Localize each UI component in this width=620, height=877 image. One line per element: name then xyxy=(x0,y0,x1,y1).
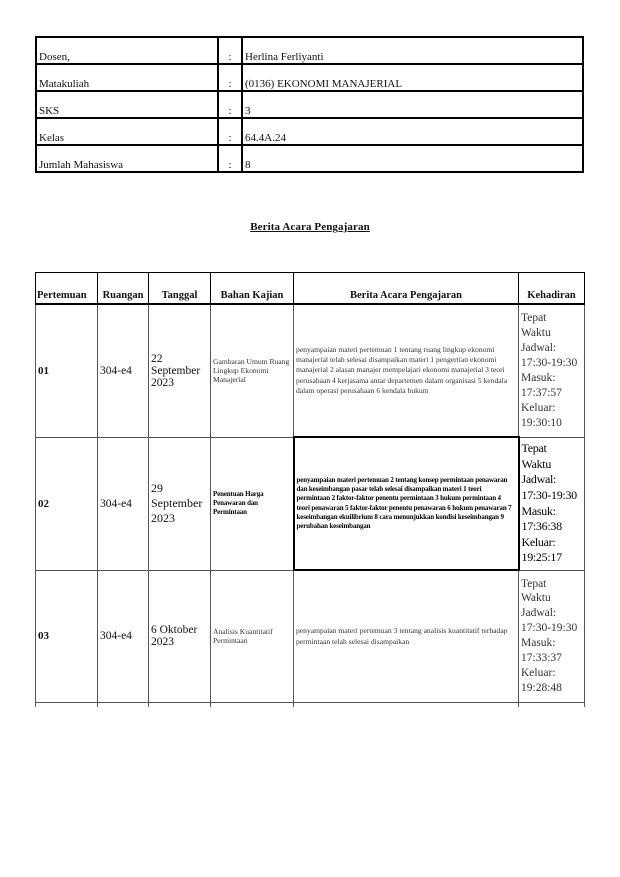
header-pertemuan: Pertemuan xyxy=(36,273,98,305)
continuation-cell xyxy=(294,703,519,708)
attendance-schedule: 17:30-19:30 xyxy=(521,487,577,502)
cell-ruangan: 304-e4 xyxy=(98,304,149,437)
info-label: Kelas xyxy=(36,118,218,145)
attendance-out-label: Keluar: xyxy=(521,667,556,680)
cell-pertemuan: 02 xyxy=(36,437,98,570)
attendance-in-label: Masuk: xyxy=(521,503,556,518)
header-berita-acara: Berita Acara Pengajaran xyxy=(294,273,519,305)
attendance-out-time: 19:28:48 xyxy=(521,682,562,695)
cell-bahan-kajian: Analisis Kuantitatif Permintaan xyxy=(211,570,294,703)
cell-pertemuan: 01 xyxy=(36,304,98,437)
info-row-jumlah-mahasiswa xyxy=(36,145,583,172)
info-row-kelas xyxy=(36,118,583,145)
info-row-sks xyxy=(36,91,583,118)
table-header-row xyxy=(36,273,585,305)
attendance-in-time: 17:37:57 xyxy=(521,386,562,399)
teaching-log-table xyxy=(35,272,585,707)
continuation-cell xyxy=(211,703,294,708)
section-title: Berita Acara Pengajaran xyxy=(250,221,370,233)
continuation-cell xyxy=(36,703,98,708)
info-label: SKS xyxy=(36,91,218,118)
attendance-in-label: Masuk: xyxy=(521,371,556,384)
cell-pertemuan: 03 xyxy=(36,570,98,703)
attendance-in-label: Masuk: xyxy=(521,637,556,650)
attendance-in-time: 17:33:37 xyxy=(521,652,562,665)
cell-bahan-kajian: Penentuan Harga Penawaran dan Permintaan xyxy=(211,437,294,570)
cell-tanggal: 6 Oktober 2023 xyxy=(149,570,211,703)
attendance-schedule: 17:30-19:30 xyxy=(521,356,578,369)
attendance-in-time: 17:36:38 xyxy=(521,519,562,534)
table-continuation-row xyxy=(36,703,585,708)
course-info-table xyxy=(35,36,584,173)
attendance-out-time: 19:30:10 xyxy=(521,416,562,429)
table-row xyxy=(36,570,585,703)
attendance-status: Waktu xyxy=(521,456,552,471)
info-separator: : xyxy=(218,64,242,91)
info-row-dosen xyxy=(36,37,583,64)
cell-bahan-kajian: Gambaran Umum Ruang Lingkup Ekonomi Manajerial xyxy=(211,304,294,437)
continuation-cell xyxy=(149,703,211,708)
header-tanggal: Tanggal xyxy=(149,273,211,305)
info-label: Matakuliah xyxy=(36,64,218,91)
attendance-out-label: Keluar: xyxy=(521,534,556,549)
attendance-out-time: 19:25:17 xyxy=(521,550,562,565)
info-label: Dosen, xyxy=(36,37,218,64)
info-separator: : xyxy=(218,37,242,64)
cell-kehadiran xyxy=(519,570,585,703)
attendance-schedule-label: Jadwal: xyxy=(521,472,557,487)
info-separator: : xyxy=(218,118,242,145)
info-label: Jumlah Mahasiswa xyxy=(36,145,218,172)
info-separator: : xyxy=(218,91,242,118)
attendance-status: Waktu xyxy=(521,326,551,339)
header-kehadiran: Kehadiran xyxy=(519,273,585,305)
attendance-status: Tepat xyxy=(521,441,547,456)
continuation-cell xyxy=(98,703,149,708)
info-separator: : xyxy=(218,145,242,172)
attendance-status: Waktu xyxy=(521,592,551,605)
info-value: (0136) EKONOMI MANAJERIAL xyxy=(242,64,583,91)
cell-kehadiran xyxy=(519,437,585,570)
table-row xyxy=(36,304,585,437)
info-value: 8 xyxy=(242,145,583,172)
cell-ruangan: 304-e4 xyxy=(98,437,149,570)
cell-ruangan: 304-e4 xyxy=(98,570,149,703)
header-bahan-kajian: Bahan Kajian xyxy=(211,273,294,305)
attendance-schedule-label: Jadwal: xyxy=(521,607,557,620)
info-row-matakuliah xyxy=(36,64,583,91)
attendance-status: Tepat xyxy=(521,312,547,324)
info-value: 3 xyxy=(242,91,583,118)
attendance-status: Tepat xyxy=(521,577,547,590)
cell-tanggal: 22 September 2023 xyxy=(149,304,211,437)
attendance-schedule: 17:30-19:30 xyxy=(521,622,578,635)
info-value: Herlina Ferliyanti xyxy=(242,37,583,64)
continuation-cell xyxy=(519,703,585,708)
cell-tanggal: 29 September 2023 xyxy=(149,437,211,570)
cell-berita-acara: penyampaian materi pertemuan 2 tentang konsep permintaan penawaran dan keseimbangan pasar telah selesai disampaikan materi 1 teori permintaan 2 faktor-faktor penentu permintaan 3 hukum permintaan 4 teori penawaran 5 faktor-faktor penentu penawaran 6 hukum penawaran 7 keseimbangan ekuilibrium 8 cara menunjukkan kondisi keseimbangan 9 perubahan keseimbangan xyxy=(294,437,519,570)
cell-berita-acara: penyampaian materi pertemuan 3 tentang analisis kuantitatif terhadap permintaan telah selesai disampaikan xyxy=(294,570,519,703)
cell-berita-acara: penyampaian materi pertemuan 1 tentang ruang lingkup ekonomi manajerial telah selesai disampaikan materi 1 pengertian ekonomi manajerial 2 alasan manajer mempelajari ekonomi manajerial 3 teori perusahaan 4 kerjasama antar departemen dalam organisasi 5 kendala dalam operasi perusahaan 6 kendala hukum xyxy=(294,304,519,437)
attendance-schedule-label: Jadwal: xyxy=(521,341,557,354)
header-ruangan: Ruangan xyxy=(98,273,149,305)
info-value: 64.4A.24 xyxy=(242,118,583,145)
cell-kehadiran xyxy=(519,304,585,437)
table-row xyxy=(36,437,585,570)
attendance-out-label: Keluar: xyxy=(521,401,556,414)
